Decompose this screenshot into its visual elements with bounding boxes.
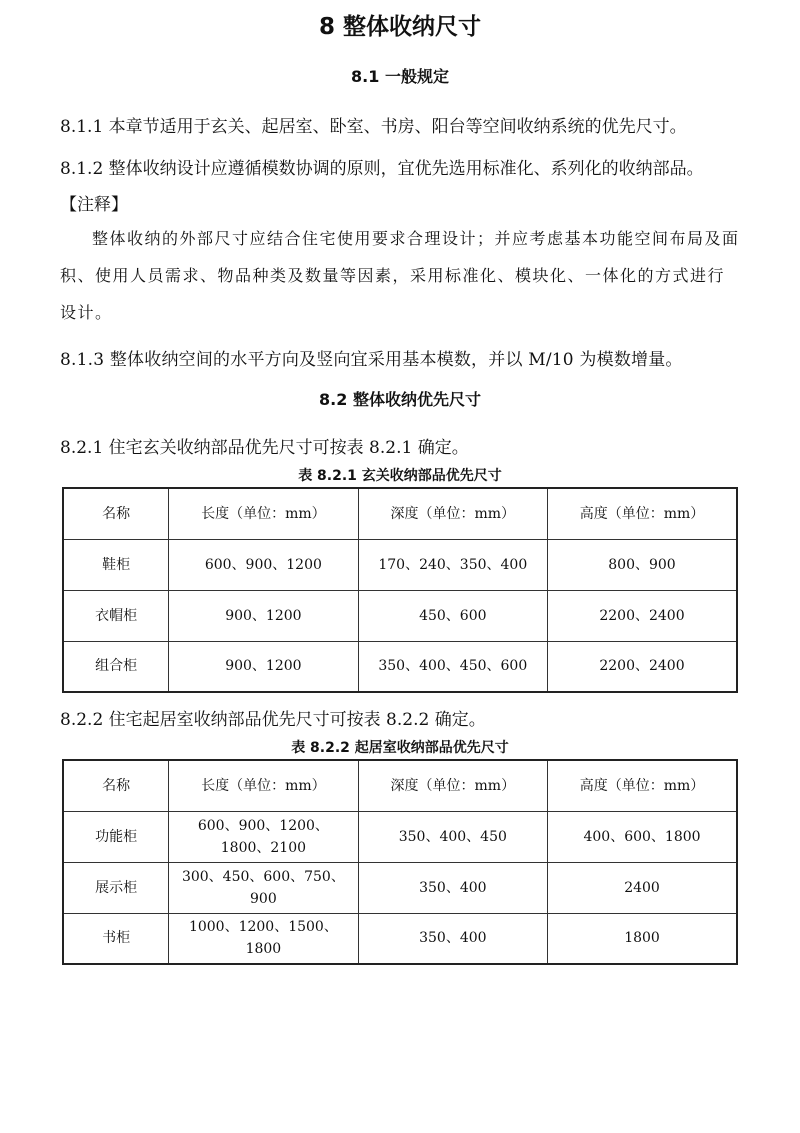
table-header-row [63, 488, 737, 539]
header-cell-height: 高度（单位：mm） [548, 488, 738, 539]
table-cell: 衣帽柜 [63, 590, 169, 641]
header-cell-length: 长度（单位：mm） [169, 760, 358, 811]
table-row [63, 913, 737, 964]
table-row [63, 590, 737, 641]
table-cell: 2200、2400 [548, 590, 738, 641]
table-cell: 展示柜 [63, 862, 169, 913]
table-cell: 组合柜 [63, 641, 169, 692]
table-cell: 1800 [548, 913, 737, 964]
header-cell-name: 名称 [63, 760, 169, 811]
table-header-row [63, 760, 737, 811]
clause-8-1-3: 8.1.3 整体收纳空间的水平方向及竖向宜采用基本模数，并以 M/10 为模数增量。 [60, 350, 683, 370]
table-cell: 900、1200 [169, 590, 358, 641]
section-title-8-1: 8.1 一般规定 [351, 67, 449, 86]
header-cell-depth: 深度（单位：mm） [358, 760, 547, 811]
clause-8-2-1: 8.2.1 住宅玄关收纳部品优先尺寸可按表 8.2.1 确定。 [60, 438, 469, 458]
table-cell: 600、900、1200、1800、2100 [169, 811, 358, 862]
table-row [63, 641, 737, 692]
clause-8-1-1: 8.1.1 本章节适用于玄关、起居室、卧室、书房、阳台等空间收纳系统的优先尺寸。 [60, 117, 687, 137]
table-8-2-1 [62, 487, 738, 693]
table-cell: 350、400、450 [358, 811, 547, 862]
table-cell: 350、400、450、600 [358, 641, 547, 692]
table-cell: 鞋柜 [63, 539, 169, 590]
table-cell: 400、600、1800 [548, 811, 737, 862]
section-title-8-2: 8.2 整体收纳优先尺寸 [319, 390, 481, 409]
table-8-2-2 [62, 759, 738, 965]
table-cell: 书柜 [63, 913, 169, 964]
table-cell: 300、450、600、750、900 [169, 862, 358, 913]
table-cell: 450、600 [358, 590, 547, 641]
note-body: 整体收纳的外部尺寸应结合住宅使用要求合理设计；并应考虑基本功能空间布局及面积、使用人员需求、物品种类及数量等因素，采用标准化、模块化、一体化的方式进行设计。 [60, 229, 740, 322]
table-cell: 功能柜 [63, 811, 169, 862]
table-caption-8-2-2: 表 8.2.2 起居室收纳部品优先尺寸 [291, 740, 509, 756]
table-cell: 2400 [548, 862, 737, 913]
header-cell-name: 名称 [63, 488, 169, 539]
table-cell: 170、240、350、400 [358, 539, 547, 590]
table-cell: 900、1200 [169, 641, 358, 692]
chapter-title: 8 整体收纳尺寸 [318, 14, 481, 40]
header-cell-length: 长度（单位：mm） [169, 488, 358, 539]
table-cell: 350、400 [358, 913, 547, 964]
table-row [63, 539, 737, 590]
table-caption-8-2-1: 表 8.2.1 玄关收纳部品优先尺寸 [298, 468, 502, 484]
table-cell: 800、900 [548, 539, 738, 590]
note-heading: 【注释】 [60, 195, 128, 215]
table-cell: 600、900、1200 [169, 539, 358, 590]
table-cell: 2200、2400 [548, 641, 738, 692]
header-cell-depth: 深度（单位：mm） [358, 488, 547, 539]
table-cell: 1000、1200、1500、1800 [169, 913, 358, 964]
table-cell: 350、400 [358, 862, 547, 913]
clause-8-2-2: 8.2.2 住宅起居室收纳部品优先尺寸可按表 8.2.2 确定。 [60, 710, 486, 730]
table-row [63, 811, 737, 862]
table-row [63, 862, 737, 913]
header-cell-height: 高度（单位：mm） [548, 760, 737, 811]
clause-8-1-2: 8.1.2 整体收纳设计应遵循模数协调的原则，宜优先选用标准化、系列化的收纳部品。 [60, 159, 704, 179]
